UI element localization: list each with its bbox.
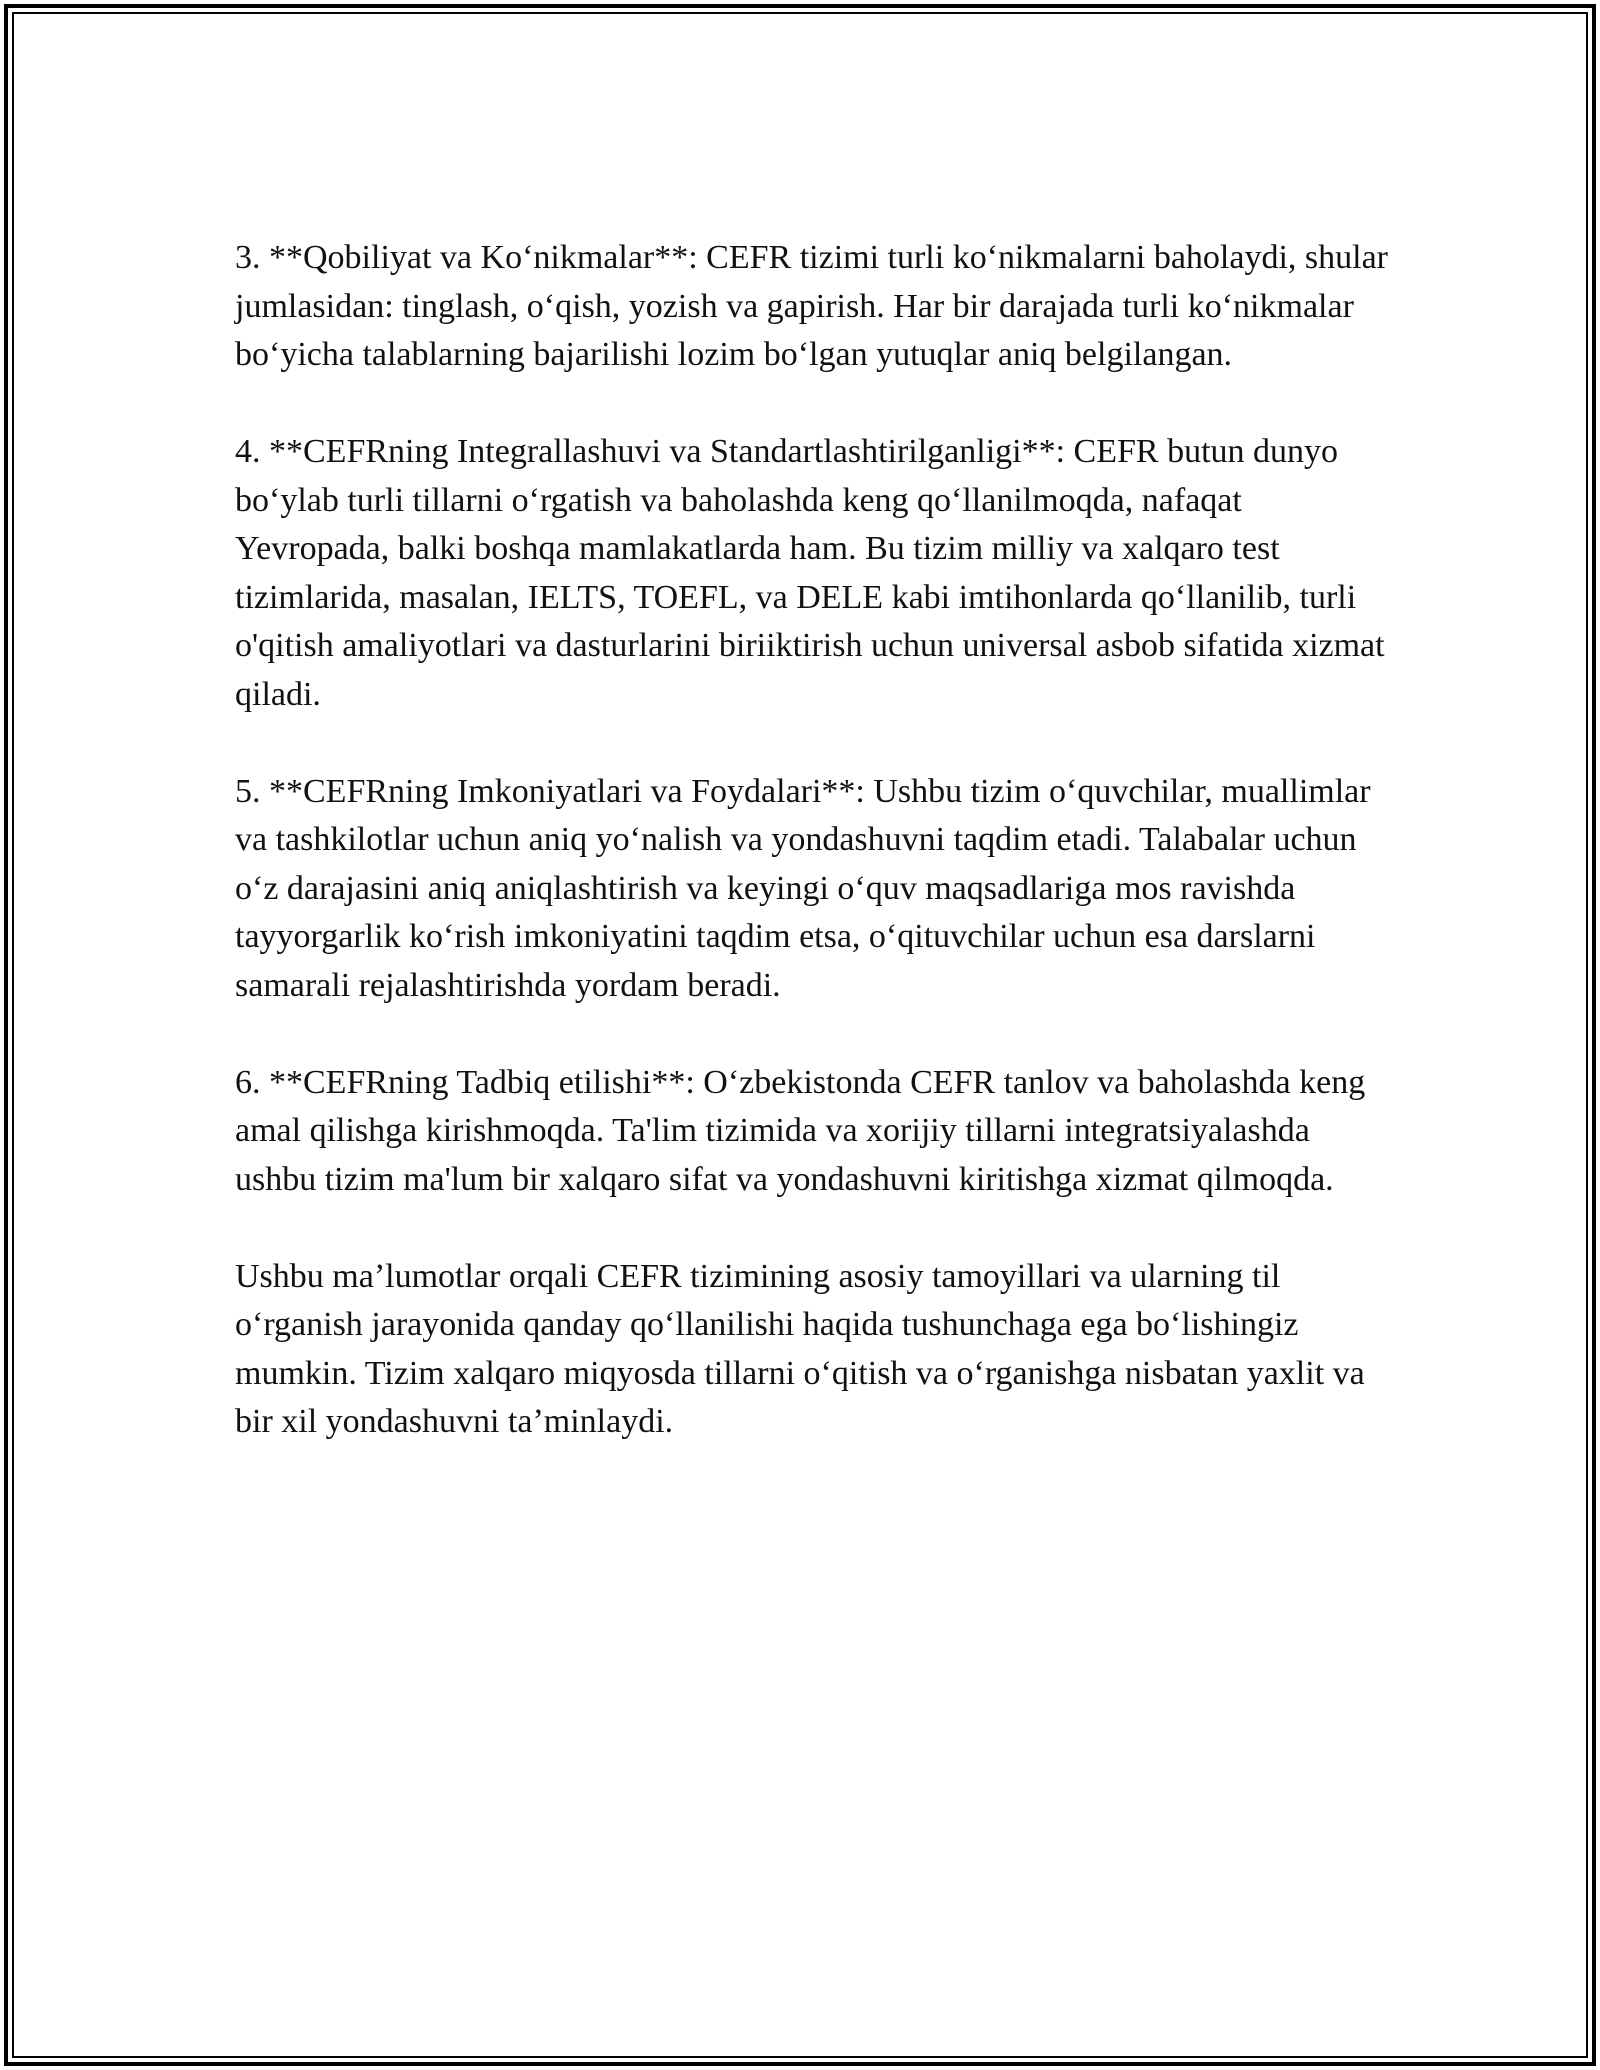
paragraph-implementation: 6. **CEFRning Tadbiq etilishi**: Oʻzbekistonda CEFR tanlov va baholashda keng amal qilishga kirishmoqda. Ta'lim tizimida va xorijiy tillarni integratsiyalashda ushbu tizim ma'lum bir xalqaro sifat va yondashuvni kiritishga xizmat qilmoqda.: [235, 1063, 1366, 1198]
paragraph-skills: 3. **Qobiliyat va Koʻnikmalar**: CEFR tizimi turli koʻnikmalarni baholaydi, shular jumlasidan: tinglash, oʻqish, yozish va gapirish. Har bir darajada turli koʻnikmalar boʻyicha talablarning bajarilishi lozim boʻlgan yutuqlar aniq belgilangan.: [235, 239, 1388, 373]
paragraph-integration: 4. **CEFRning Integrallashuvi va Standartlashtirilganligi**: CEFR butun dunyo boʻylab turli tillarni oʻrgatish va baholashda keng qoʻllanilmoqda, nafaqat Yevropada, balki boshqa mamlakatlarda ham. Bu tizim milliy va xalqaro test tizimlarida, masalan, IELTS, TOEFL, va DELE kabi imtihonlarda qoʻllanilib, turli o'qitish amaliyotlari va dasturlarini biriiktirish uchun universal asbob sifatida xizmat qiladi.: [235, 433, 1385, 713]
paragraph-conclusion: Ushbu maʼlumotlar orqali CEFR tizimining asosiy tamoyillari va ularning til oʻrganish jarayonida qanday qoʻllanilishi haqida tushunchaga ega boʻlishingiz mumkin. Tizim xalqaro miqyosda tillarni oʻqitish va oʻrganishga nisbatan yaxlit va bir xil yondashuvni taʼminlaydi.: [235, 1257, 1365, 1440]
paragraph-benefits: 5. **CEFRning Imkoniyatlari va Foydalari**: Ushbu tizim oʻquvchilar, muallimlar va tashkilotlar uchun aniq yoʻnalish va yondashuvni taqdim etadi. Talabalar uchun oʻz darajasini aniq aniqlashtirish va keyingi oʻquv maqsadlariga mos ravishda tayyorgarlik koʻrish imkoniyatini taqdim etsa, oʻqituvchilar uchun esa darslarni samarali rejalashtirishda yordam beradi.: [235, 772, 1371, 1004]
document-body: [235, 234, 1395, 1495]
